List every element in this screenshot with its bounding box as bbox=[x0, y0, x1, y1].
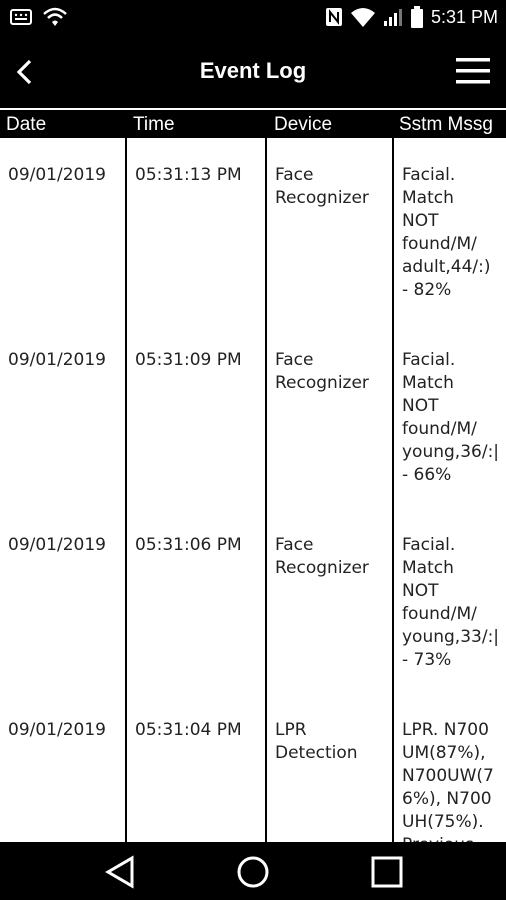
cell-time: 05:31:06 PM bbox=[135, 535, 242, 555]
system-nav-bar bbox=[0, 842, 506, 900]
cell-device: Face Recognizer bbox=[275, 535, 369, 578]
home-circle-icon[interactable] bbox=[235, 854, 271, 890]
cell-date: 09/01/2019 bbox=[8, 535, 106, 555]
cell-time: 05:31:04 PM bbox=[135, 720, 242, 740]
cell-date: 09/01/2019 bbox=[8, 720, 106, 740]
cell-message: LPR. N700 UM(87%), N700UW(7 6%), N700 UH(75%). bbox=[402, 720, 494, 832]
cell-device: Face Recognizer bbox=[275, 165, 369, 208]
cell-message: Facial. Match NOT found/M/ adult,44/:) - 82% bbox=[402, 165, 491, 300]
cell-time: 05:31:13 PM bbox=[135, 165, 242, 185]
table-header bbox=[0, 108, 506, 138]
status-bar bbox=[0, 0, 506, 36]
column-header-time[interactable]: Time bbox=[133, 114, 175, 135]
back-triangle-icon[interactable] bbox=[102, 854, 138, 890]
cell-date: 09/01/2019 bbox=[8, 350, 106, 370]
nfc-icon bbox=[325, 7, 343, 27]
column-header-device[interactable]: Device bbox=[274, 114, 333, 135]
cell-date: 09/01/2019 bbox=[8, 165, 106, 185]
battery-icon bbox=[411, 6, 423, 28]
page-title: Event Log bbox=[199, 58, 307, 83]
wifi-calling-icon bbox=[42, 6, 68, 28]
cell-message: Facial. Match NOT found/M/ young,33/:| - 73% bbox=[402, 535, 500, 670]
recents-square-icon[interactable] bbox=[369, 854, 405, 890]
event-table[interactable] bbox=[0, 138, 506, 842]
column-header-message[interactable]: Sstm Mssg bbox=[399, 114, 493, 135]
table-row[interactable] bbox=[0, 508, 506, 693]
wifi-icon bbox=[351, 7, 375, 27]
app-bar bbox=[0, 36, 506, 108]
table-row[interactable] bbox=[0, 323, 506, 508]
cell-device: LPR Detection bbox=[275, 720, 358, 763]
cell-time: 05:31:09 PM bbox=[135, 350, 242, 370]
voicemail-icon bbox=[10, 9, 32, 25]
hamburger-menu-icon[interactable] bbox=[456, 56, 490, 86]
signal-icon bbox=[383, 7, 403, 27]
table-row[interactable] bbox=[0, 138, 506, 323]
cell-message: Facial. Match NOT found/M/ young,36/:| - 66% bbox=[402, 350, 500, 485]
clock: 5:31 PM bbox=[430, 6, 498, 27]
cell-device: Face Recognizer bbox=[275, 350, 369, 393]
column-header-date[interactable]: Date bbox=[6, 114, 47, 135]
